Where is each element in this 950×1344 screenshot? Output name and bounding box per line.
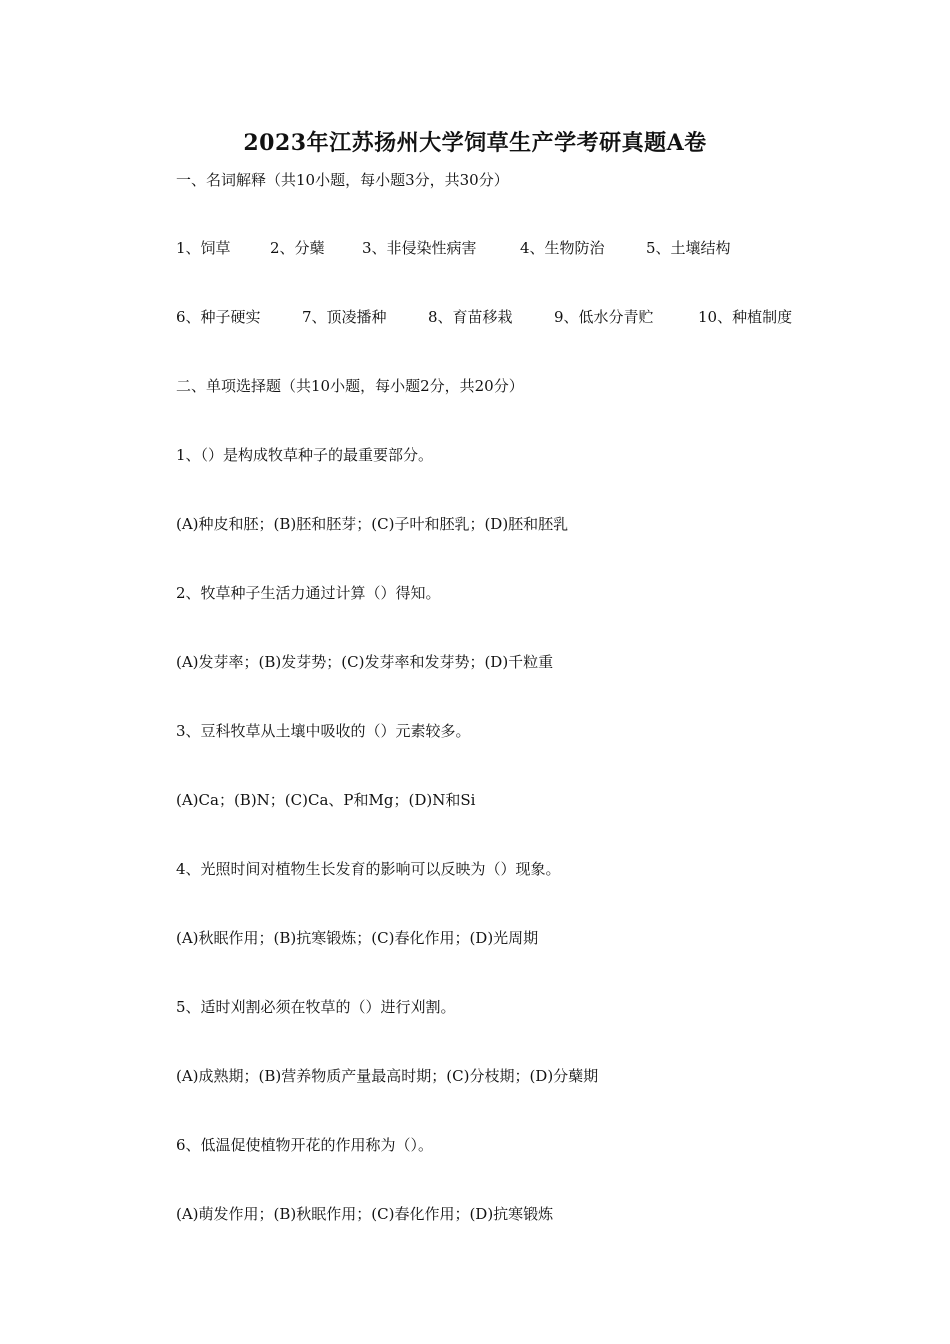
question-6: 6、低温促使植物开花的作用称为（）。 (176, 1136, 434, 1154)
question-2-options: (A)发芽率；(B)发芽势；(C)发芽率和发芽势；(D)千粒重 (176, 653, 554, 671)
term-10: 10、种植制度 (698, 308, 793, 326)
section-2-heading: 二、单项选择题（共10小题，每小题2分，共20分） (176, 377, 524, 395)
term-3: 3、非侵染性病害 (362, 239, 477, 257)
question-4-options: (A)秋眠作用；(B)抗寒锻炼；(C)春化作用；(D)光周期 (176, 929, 539, 947)
term-9: 9、低水分青贮 (554, 308, 654, 326)
term-2: 2、分蘖 (270, 239, 325, 257)
term-8: 8、育苗移栽 (428, 308, 513, 326)
question-3-options: (A)Ca；(B)N；(C)Ca、P和Mg；(D)N和Si (176, 791, 476, 809)
term-row-2 (176, 307, 792, 327)
question-2: 2、牧草种子生活力通过计算（）得知。 (176, 584, 441, 602)
term-5: 5、土壤结构 (646, 239, 731, 257)
question-3: 3、豆科牧草从土壤中吸收的（）元素较多。 (176, 722, 471, 740)
question-5: 5、适时刈割必须在牧草的（）进行刈割。 (176, 998, 456, 1016)
question-4: 4、光照时间对植物生长发育的影响可以反映为（）现象。 (176, 860, 561, 878)
question-1: 1、（）是构成牧草种子的最重要部分。 (176, 446, 434, 464)
term-4: 4、生物防治 (520, 239, 605, 257)
question-5-options: (A)成熟期；(B)营养物质产量最高时期；(C)分枝期；(D)分蘖期 (176, 1067, 599, 1085)
question-1-options: (A)种皮和胚；(B)胚和胚芽；(C)子叶和胚乳；(D)胚和胚乳 (176, 515, 569, 533)
term-6: 6、种子硬实 (176, 308, 261, 326)
section-1-heading: 一、名词解释（共10小题，每小题3分，共30分） (176, 171, 509, 189)
term-7: 7、顶凌播种 (302, 308, 387, 326)
question-6-options: (A)萌发作用；(B)秋眠作用；(C)春化作用；(D)抗寒锻炼 (176, 1205, 554, 1223)
term-1: 1、饲草 (176, 239, 231, 257)
page-title: 2023年江苏扬州大学饲草生产学考研真题A卷 (243, 130, 707, 156)
term-row-1 (176, 238, 731, 258)
